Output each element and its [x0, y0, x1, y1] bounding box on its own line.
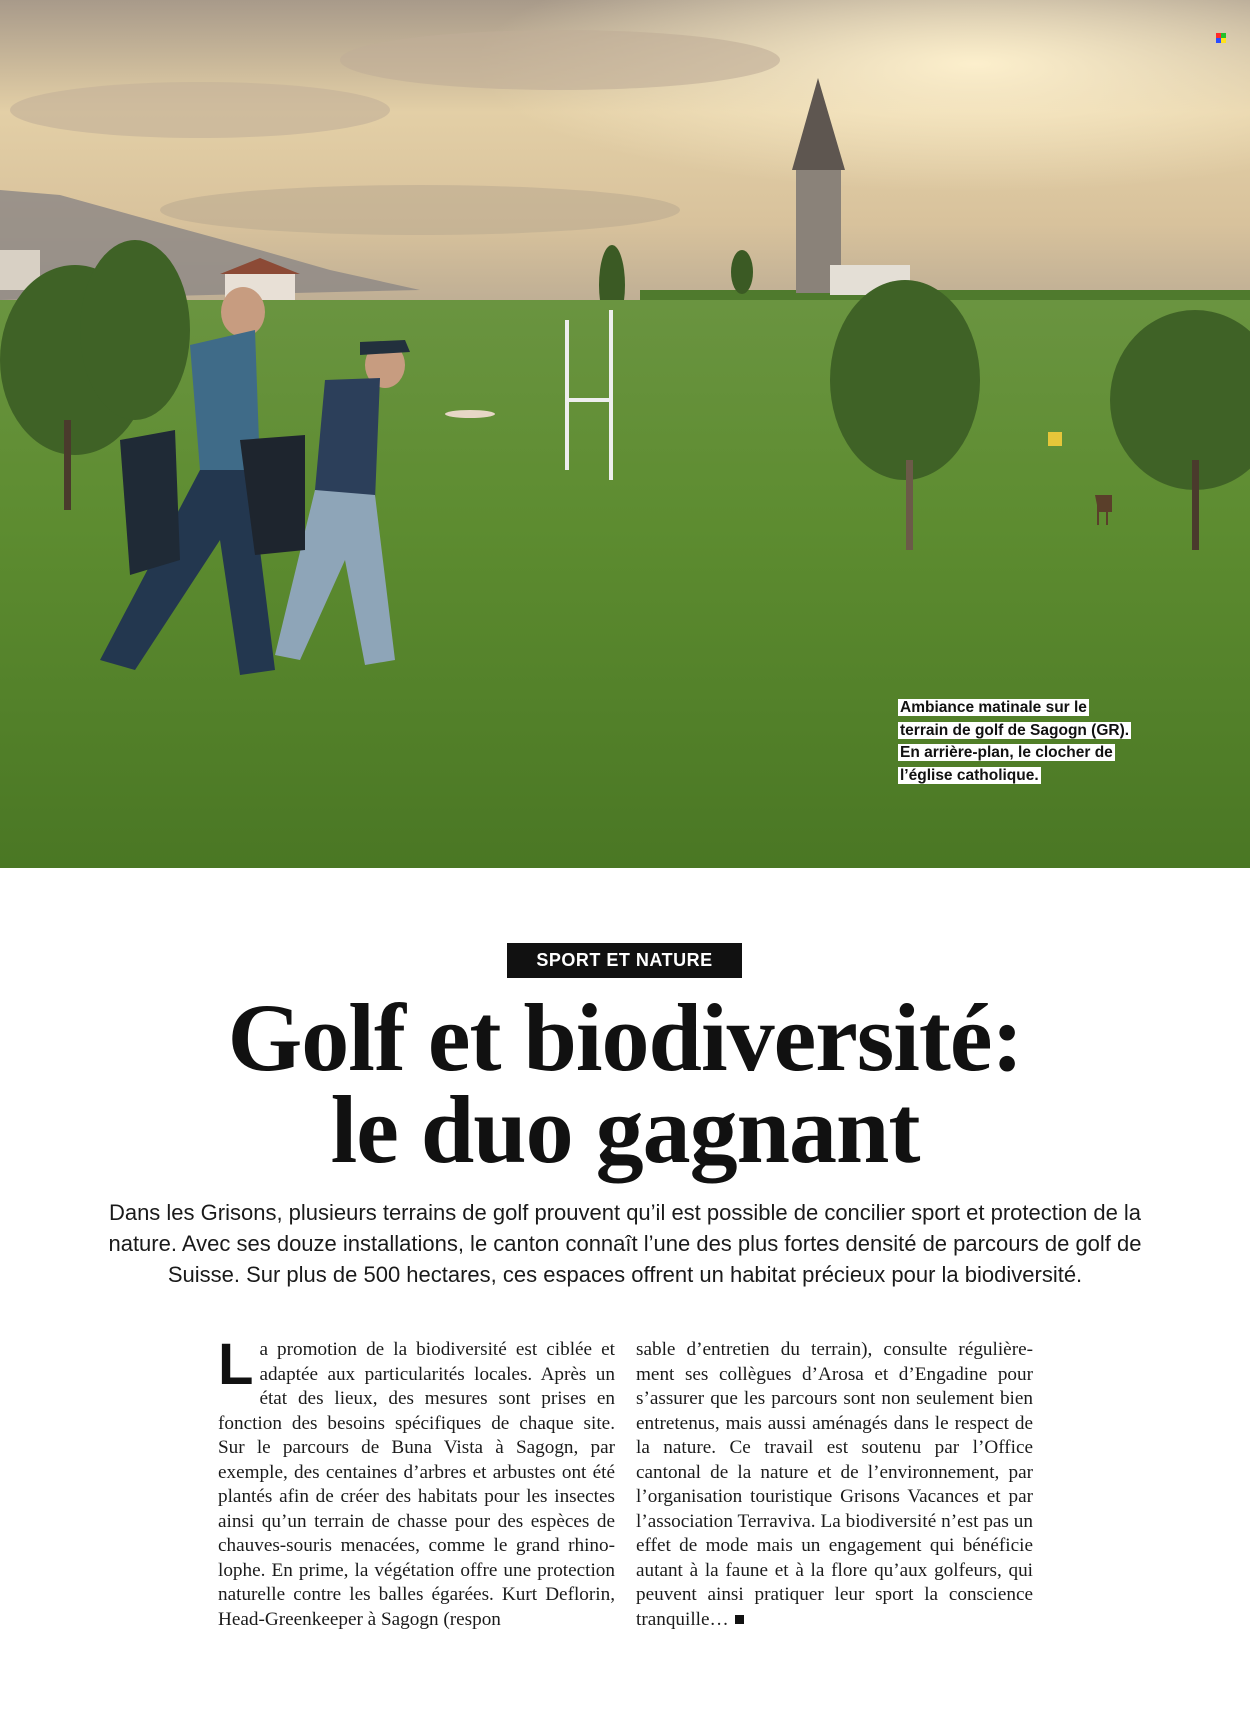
body-column-2	[636, 1338, 1033, 1632]
headline-line-1: Golf et biodiversité:	[227, 984, 1023, 1091]
section-kicker: SPORT ET NATURE	[507, 943, 742, 978]
standfirst: Dans les Grisons, plusieurs terrains de golf prouvent qu’il est possible de concilier sport et protection de la nature. Avec ses douze installations, le canton connaît l’une des plus fortes densité de parcours de golf de Suisse. Sur plus de 500 hectares, ces espaces offrent un habitat précieux pour la biodiversité.	[108, 1200, 1142, 1287]
body-column-1	[218, 1332, 615, 1632]
photo-caption	[898, 697, 1138, 787]
photo-caption-text: Ambiance matinale sur le terrain de golf de Sagogn (GR). En arrière-plan, le clocher de l’église catholique.	[900, 699, 1130, 784]
body-column-1-text: a promotion de la biodiversité est ciblée et adaptée aux particularités locales. Après un état des lieux, des mesures sont prises en fonction des besoins spécifiques de chaque site. Sur le parcours de Buna Vista à Sagogn, par exemple, des centaines d’arbres et arbustes ont été plantés afin de créer des habitats pour les insectes ainsi qu’un terrain de chasse pour des espèces de chauves-souris menacées, comme le grand rhinolophe. En prime, la végétation offre une protection naturelle contre les balles égarées. Kurt Deflorin, Head-Greenkeeper à Sagogn (respon	[218, 1339, 615, 1630]
end-mark-icon	[735, 1615, 744, 1624]
color-registration-mark-icon	[1216, 33, 1226, 43]
headline	[0, 984, 1250, 1183]
body-column-2-text: sable d’entretien du terrain), consulte régulièrement ses collègues d’Arosa et d’Engadine pour s’assurer que les parcours sont non seulement bien entretenus, mais aussi aménagés dans le respect de la nature. Ce travail est soutenu par l’Office cantonal de la nature et de l’environnement, par l’organisation touristique Grisons Vacances et par l’association Terraviva. La biodiversité n’est pas un effet de mode mais un engagement qui bénéficie autant à la faune et à la flore qu’aux golfeurs, qui peuvent ainsi pratiquer leur sport la conscience tranquille…	[636, 1339, 1033, 1630]
drop-cap: L	[218, 1332, 254, 1397]
headline-line-2: le duo gagnant	[330, 1076, 920, 1183]
